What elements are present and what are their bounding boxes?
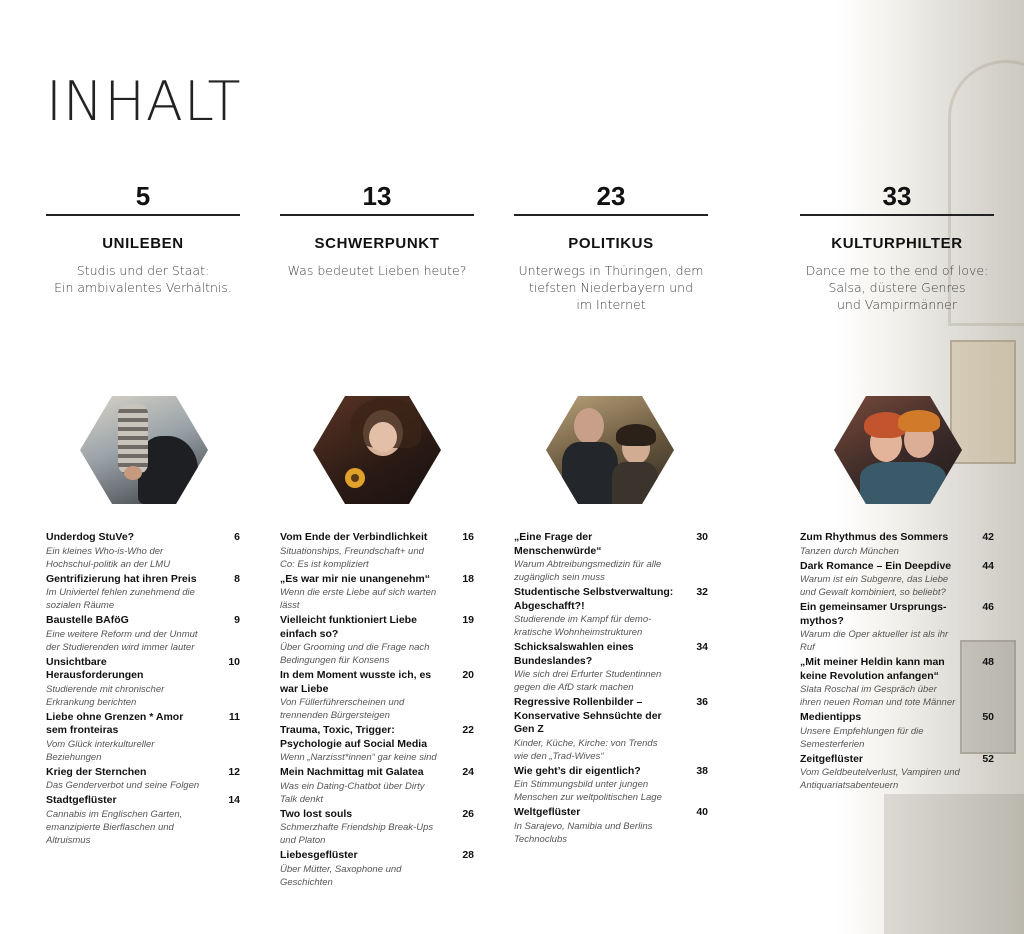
entry-title: Stadtgeflüster xyxy=(46,794,117,806)
section-photo-unileben xyxy=(80,396,208,504)
entry-title: Wie geht’s dir eigentlich? xyxy=(514,764,641,777)
page-title: INHALT xyxy=(46,70,242,133)
entry-title: Liebesgeflüster xyxy=(280,849,358,861)
section-divider xyxy=(280,214,474,216)
entry-list-schwerpunkt xyxy=(280,531,474,891)
list-item[interactable] xyxy=(280,849,474,889)
section-kulturphilter xyxy=(800,178,994,313)
entry-subtitle: Vom Geldbeutelverlust, Vampiren und Antiquariatsabenteuern xyxy=(800,767,960,791)
entry-title: Trauma, Toxic, Trigger: Psychologie auf Social Media xyxy=(280,724,428,750)
entry-list-kulturphilter xyxy=(800,531,994,794)
section-page-number[interactable]: 5 xyxy=(135,181,151,211)
section-divider xyxy=(514,214,708,216)
entry-page: 38 xyxy=(696,764,708,777)
entry-page: 50 xyxy=(982,711,994,723)
entry-title: Liebe ohne Grenzen * Amor sem fronteiras xyxy=(46,710,184,736)
entry-title: Krieg der Sternchen xyxy=(46,765,147,778)
entry-title: „Es war mir nie unangenehm“ xyxy=(280,572,430,585)
entry-title: Two lost souls xyxy=(280,807,353,820)
list-item[interactable] xyxy=(514,531,708,584)
list-item[interactable] xyxy=(514,806,708,846)
entry-page: 11 xyxy=(228,710,240,723)
section-title: SCHWERPUNKT xyxy=(314,235,440,252)
section-unileben xyxy=(46,178,240,296)
entry-title: Medientipps xyxy=(800,711,862,723)
entry-title: Unsichtbare Herausforderungen xyxy=(46,655,144,681)
list-item[interactable] xyxy=(46,573,240,613)
section-schwerpunkt xyxy=(280,178,474,279)
entry-title: „Eine Frage der Menschenwürde“ xyxy=(514,531,602,557)
list-item[interactable] xyxy=(800,753,994,793)
list-item[interactable] xyxy=(46,614,240,654)
entry-page: 14 xyxy=(228,794,240,806)
section-description: Unterwegs in Thüringen, dem tiefsten Niederbayern und im Internet xyxy=(518,263,704,312)
section-divider xyxy=(800,214,994,216)
entry-subtitle: Wenn „Narzisst*innen“ gar keine sind xyxy=(280,752,437,763)
list-item[interactable] xyxy=(800,656,994,709)
section-page-number[interactable]: 13 xyxy=(362,181,392,211)
entry-title: Zum Rhythmus des Sommers xyxy=(800,531,949,543)
list-item[interactable] xyxy=(46,766,240,793)
entry-subtitle: Ein Stimmungsbild unter jungen Menschen zur weltpolitischen Lage xyxy=(514,779,662,803)
entry-subtitle: Kinder, Küche, Kirche: von Trends wie den „Trad-Wives“ xyxy=(514,737,658,762)
entry-subtitle: Slata Roschal im Gespräch über ihren neuen Roman und tote Männer xyxy=(800,684,956,708)
entry-page: 12 xyxy=(228,765,240,778)
entry-title: Dark Romance – Ein Deepdive xyxy=(800,559,952,572)
entry-subtitle: Das Genderverbot und seine Folgen xyxy=(46,780,200,791)
entry-subtitle: Tanzen durch München xyxy=(800,545,899,557)
list-item[interactable] xyxy=(280,573,474,613)
entry-subtitle: Warum Abtreibungsmedizin für alle zugänglich sein muss xyxy=(514,559,662,583)
list-item[interactable] xyxy=(280,766,474,806)
list-item[interactable] xyxy=(46,711,240,764)
list-item[interactable] xyxy=(800,711,994,751)
entry-page: 44 xyxy=(982,559,994,572)
entry-subtitle: Situationships, Freundschaft+ und Co: Es ist kompliziert xyxy=(280,545,424,570)
entry-subtitle: Eine weitere Reform und der Unmut der Studierenden wird immer lauter xyxy=(46,628,198,653)
entry-page: 20 xyxy=(462,669,474,681)
entry-subtitle: Studierende mit chronischer Erkrankung berichten xyxy=(46,683,165,708)
entry-title: „Mit meiner Heldin kann man keine Revolution anfangen“ xyxy=(800,656,945,682)
entry-page: 52 xyxy=(982,752,994,765)
entry-title: In dem Moment wusste ich, es war Liebe xyxy=(280,669,432,695)
list-item[interactable] xyxy=(800,601,994,654)
entry-title: Underdog StuVe? xyxy=(46,531,135,543)
entry-subtitle: Unsere Empfehlungen für die Semesterferien xyxy=(800,725,924,750)
section-description: Was bedeutet Lieben heute? xyxy=(287,263,467,278)
list-item[interactable] xyxy=(46,656,240,709)
entry-page: 32 xyxy=(696,586,708,598)
entry-page: 26 xyxy=(462,807,474,820)
entry-subtitle: Studierende im Kampf für demo-kratische Wohnheimstrukturen xyxy=(514,614,652,638)
background-floor xyxy=(884,794,1024,934)
list-item[interactable] xyxy=(800,531,994,558)
section-politikus xyxy=(514,178,708,313)
entry-subtitle: In Sarajevo, Namibia und Berlins Technoclubs xyxy=(514,820,653,845)
section-description: Studis und der Staat: Ein ambivalentes Verhältnis. xyxy=(54,263,232,295)
list-item[interactable] xyxy=(514,586,708,639)
entry-title: Weltgeflüster xyxy=(514,806,581,818)
entry-title: Vielleicht funktioniert Liebe einfach so? xyxy=(280,614,417,640)
entry-title: Studentische Selbstverwaltung: Abgeschafft?! xyxy=(514,586,674,612)
entry-page: 40 xyxy=(696,806,708,818)
entry-list-unileben xyxy=(46,531,240,849)
entry-page: 6 xyxy=(234,531,240,543)
entry-page: 10 xyxy=(228,655,240,668)
list-item[interactable] xyxy=(514,696,708,763)
entry-subtitle: Wie sich drei Erfurter Studentinnen gegen die AfD stark machen xyxy=(514,669,662,693)
entry-subtitle: Über Grooming und die Frage nach Bedingungen für Konsens xyxy=(280,642,430,666)
entry-subtitle: Schmerzhafte Friendship Break-Ups und Platon xyxy=(280,822,434,846)
entry-subtitle: Über Mütter, Saxophone und Geschichten xyxy=(280,863,402,888)
list-item[interactable] xyxy=(280,614,474,667)
entry-subtitle: Was ein Dating-Chatbot über Dirty Talk denkt xyxy=(280,780,425,805)
entry-subtitle: Im Univiertel fehlen zunehmend die sozialen Räume xyxy=(46,587,195,611)
list-item[interactable] xyxy=(800,560,994,600)
list-item[interactable] xyxy=(514,765,708,805)
entry-title: Mein Nachmittag mit Galatea xyxy=(280,766,424,778)
list-item[interactable] xyxy=(280,808,474,848)
section-title: KULTURPHILTER xyxy=(831,235,963,252)
section-photo-politikus xyxy=(546,396,674,504)
entry-page: 42 xyxy=(982,531,994,543)
entry-subtitle: Ein kleines Who-is-Who der Hochschul-politik an der LMU xyxy=(46,545,171,570)
entry-title: Zeitgeflüster xyxy=(800,752,864,765)
entry-title: Gentrifizierung hat ihren Preis xyxy=(46,572,197,585)
list-item[interactable] xyxy=(46,531,240,571)
list-item[interactable] xyxy=(280,669,474,722)
section-description: Dance me to the end of love: Salsa, düstere Genres und Vampirmänner xyxy=(805,263,989,312)
entry-page: 16 xyxy=(462,531,474,543)
entry-subtitle: Wenn die erste Liebe auf sich warten lässt xyxy=(280,587,437,611)
section-title: POLITIKUS xyxy=(568,235,654,252)
entry-page: 30 xyxy=(696,531,708,543)
entry-page: 9 xyxy=(234,614,240,626)
entry-page: 34 xyxy=(696,641,708,653)
entry-subtitle: Von Füllerführerscheinen und trennenden Bürgersteigen xyxy=(280,697,405,721)
entry-title: Baustelle BAföG xyxy=(46,614,129,626)
entry-list-politikus xyxy=(514,531,708,848)
entry-page: 36 xyxy=(696,696,708,708)
entry-title: Vom Ende der Verbindlichkeit xyxy=(280,531,428,543)
section-title: UNILEBEN xyxy=(102,235,184,252)
section-divider xyxy=(46,214,240,216)
list-item[interactable] xyxy=(280,531,474,571)
section-page-number[interactable]: 33 xyxy=(882,181,912,211)
list-item[interactable] xyxy=(280,724,474,764)
background-window xyxy=(950,340,1016,464)
entry-page: 8 xyxy=(234,572,240,585)
entry-title: Ein gemeinsamer Ursprungs-mythos? xyxy=(800,601,947,627)
entry-page: 19 xyxy=(462,614,474,626)
entry-subtitle: Vom Glück interkultureller Beziehungen xyxy=(46,738,155,763)
entry-page: 48 xyxy=(982,656,994,668)
entry-page: 24 xyxy=(462,766,474,778)
entry-page: 46 xyxy=(982,601,994,613)
entry-title: Regressive Rollenbilder – Konservative Sehnsüchte der Gen Z xyxy=(514,696,662,735)
entry-subtitle: Warum die Oper aktueller ist als ihr Ruf xyxy=(800,629,949,653)
entry-subtitle: Cannabis im Englischen Garten, emanzipierte Bierflaschen und Altruismus xyxy=(46,808,183,846)
entry-page: 18 xyxy=(462,572,474,585)
section-page-number[interactable]: 23 xyxy=(596,181,626,211)
entry-subtitle: Warum ist ein Subgenre, das Liebe und Gewalt kombiniert, so beliebt? xyxy=(800,574,949,598)
section-photo-schwerpunkt xyxy=(313,396,441,504)
entry-page: 22 xyxy=(462,724,474,736)
list-item[interactable] xyxy=(46,794,240,847)
entry-title: Schicksalswahlen eines Bundeslandes? xyxy=(514,641,634,667)
entry-page: 28 xyxy=(462,849,474,861)
list-item[interactable] xyxy=(514,641,708,694)
